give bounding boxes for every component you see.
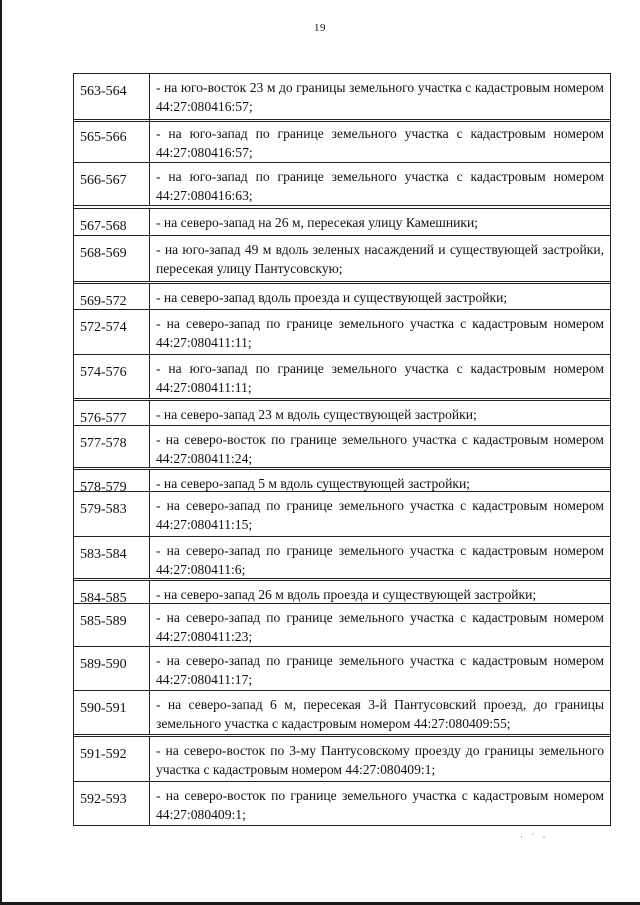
segment-number: 578-579 — [74, 469, 150, 491]
segment-number: 569-572 — [74, 283, 150, 309]
segment-number: 574-576 — [74, 354, 150, 398]
table-row — [74, 73, 610, 121]
table-row — [74, 690, 610, 734]
row-gap-line — [74, 578, 610, 579]
segment-number: 565-566 — [74, 119, 150, 162]
table-row — [74, 736, 610, 781]
segment-description: - на юго-восток 23 м до границы земельного участка с кадастровым номером 44:27:080416:57; — [150, 73, 610, 121]
segment-description: - на северо-запад вдоль проезда и существующей застройки; — [150, 283, 610, 309]
table-row — [74, 400, 610, 425]
segment-number: 567-568 — [74, 208, 150, 235]
table-row — [74, 580, 610, 606]
segment-description: - на северо-запад по границе земельного участка с кадастровым номером 44:27:080411:23; — [150, 603, 610, 646]
segment-number: 592-593 — [74, 781, 150, 826]
table-row — [74, 119, 610, 162]
segment-description: - на северо-восток по 3-му Пантусовскому проезду до границы земельного участка с кадастровым номером 44:27:080409:1; — [150, 736, 610, 781]
scan-specks: · ˙ · — [520, 832, 549, 842]
table-row — [74, 283, 610, 309]
segment-description: - на юго-запад по границе земельного участка с кадастровым номером 44:27:080411:11; — [150, 354, 610, 398]
row-gap-line — [74, 281, 610, 282]
segment-number: 563-564 — [74, 73, 150, 121]
segment-number: 585-589 — [74, 603, 150, 646]
segment-description: - на юго-запад по границе земельного участка с кадастровым номером 44:27:080416:57; — [150, 119, 610, 162]
table-row — [74, 646, 610, 690]
segment-description: - на юго-запад по границе земельного участка с кадастровым номером 44:27:080416:63; — [150, 162, 610, 205]
table-row — [74, 235, 610, 281]
segment-number: 572-574 — [74, 309, 150, 354]
table-row — [74, 781, 610, 826]
table-row — [74, 491, 610, 536]
row-gap-line — [74, 398, 610, 399]
segment-number: 579-583 — [74, 491, 150, 536]
row-gap-line — [74, 467, 610, 468]
page-number: 19 — [314, 22, 326, 34]
table-row — [74, 354, 610, 398]
segment-number: 566-567 — [74, 162, 150, 205]
table-row — [74, 208, 610, 235]
segment-description: - на северо-запад по границе земельного участка с кадастровым номером 44:27:080411:17; — [150, 646, 610, 690]
segment-description: - на северо-запад по границе земельного участка с кадастровым номером 44:27:080411:11; — [150, 309, 610, 354]
table-row — [74, 469, 610, 495]
table-row — [74, 536, 610, 578]
segment-description: - на северо-запад 5 м вдоль существующей застройки; — [150, 469, 610, 491]
segment-description: - на северо-запад 6 м, пересекая 3-й Пантусовский проезд, до границы земельного участка с кадастровым номером 44:27:080409:55; — [150, 690, 610, 734]
segment-number: 591-592 — [74, 736, 150, 781]
segment-number: 584-585 — [74, 580, 150, 603]
segment-number: 568-569 — [74, 235, 150, 281]
segment-number: 583-584 — [74, 536, 150, 578]
segment-description: - на северо-запад 26 м вдоль проезда и существующей застройки; — [150, 580, 610, 603]
segment-number: 589-590 — [74, 646, 150, 690]
row-gap-line — [74, 734, 610, 735]
segment-description: - на северо-восток по границе земельного участка с кадастровым номером 44:27:080409:1; — [150, 781, 610, 826]
segment-description: - на северо-запад 23 м вдоль существующей застройки; — [150, 400, 610, 425]
segment-description: - на северо-запад по границе земельного участка с кадастровым номером 44:27:080411:6; — [150, 536, 610, 578]
segment-number: 577-578 — [74, 425, 150, 467]
segment-description: - на юго-запад 49 м вдоль зеленых насаждений и существующей застройки, пересекая улицу Пантусовскую; — [150, 235, 610, 281]
table-row — [74, 425, 610, 467]
table-row — [74, 309, 610, 354]
segment-description: - на северо-восток по границе земельного участка с кадастровым номером 44:27:080411:24; — [150, 425, 610, 467]
table-row — [74, 603, 610, 646]
table-row — [74, 162, 610, 205]
segment-number: 576-577 — [74, 400, 150, 425]
boundary-table — [73, 73, 611, 826]
segment-number: 590-591 — [74, 690, 150, 734]
segment-description: - на северо-запад на 26 м, пересекая улицу Камешники; — [150, 208, 610, 235]
segment-description: - на северо-запад по границе земельного участка с кадастровым номером 44:27:080411:15; — [150, 491, 610, 536]
row-gap-line — [74, 205, 610, 206]
